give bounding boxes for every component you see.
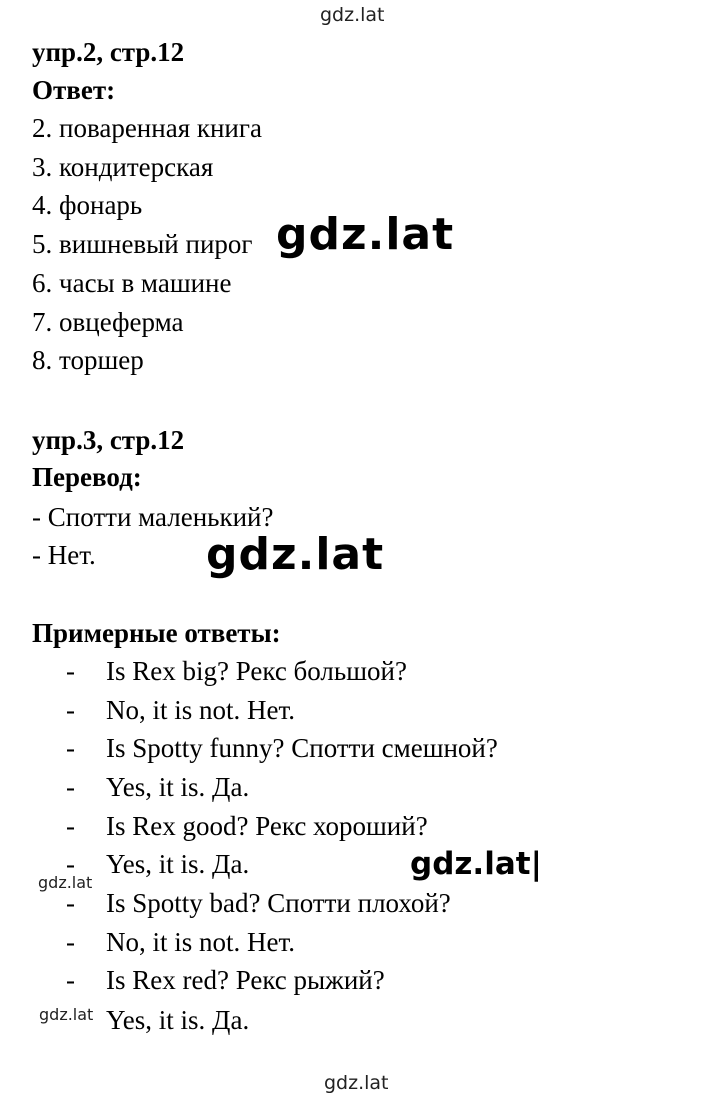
- watermark-medium: gdz.lat|: [410, 846, 542, 882]
- list-item: 2. поваренная книга: [32, 113, 262, 143]
- answer-label: Ответ:: [32, 75, 116, 105]
- answer-line: Yes, it is. Да.: [106, 849, 250, 879]
- list-bullet: -: [66, 695, 75, 725]
- answer-line: Yes, it is. Да.: [106, 1005, 250, 1035]
- sample-answers-label: Примерные ответы:: [32, 618, 281, 648]
- list-item: 5. вишневый пирог: [32, 229, 253, 259]
- list-bullet: -: [66, 811, 75, 841]
- list-item: 3. кондитерская: [32, 152, 214, 182]
- list-bullet: -: [66, 656, 75, 686]
- answer-line: Is Spotty funny? Спотти смешной?: [106, 733, 498, 763]
- watermark-top: gdz.lat: [320, 4, 385, 26]
- answer-line: Is Spotty bad? Спотти плохой?: [106, 888, 451, 918]
- answer-line: No, it is not. Нет.: [106, 695, 296, 725]
- watermark-small-1: gdz.lat: [38, 873, 93, 892]
- watermark-small-2: gdz.lat: [39, 1005, 94, 1024]
- list-bullet: -: [66, 772, 75, 802]
- list-bullet: -: [66, 733, 75, 763]
- watermark-large-2: gdz.lat: [206, 529, 385, 580]
- list-item: 7. овцеферма: [32, 307, 184, 337]
- list-item: 8. торшер: [32, 345, 144, 375]
- exercise-3-heading: упр.3, стр.12: [32, 425, 185, 455]
- list-bullet: -: [66, 927, 75, 957]
- watermark-large-1: gdz.lat: [276, 209, 455, 260]
- list-bullet: -: [66, 965, 75, 995]
- list-item: 6. часы в машине: [32, 268, 232, 298]
- answer-line: Yes, it is. Да.: [106, 772, 250, 802]
- answer-line: Is Rex big? Рекс большой?: [106, 656, 407, 686]
- translation-line: - Спотти маленький?: [32, 502, 274, 532]
- answer-line: Is Rex good? Рекс хороший?: [106, 811, 428, 841]
- translation-label: Перевод:: [32, 462, 142, 492]
- list-bullet: -: [66, 849, 75, 879]
- translation-line: - Нет.: [32, 540, 96, 570]
- answer-line: No, it is not. Нет.: [106, 927, 296, 957]
- list-item: 4. фонарь: [32, 190, 143, 220]
- exercise-2-heading: упр.2, стр.12: [32, 37, 185, 67]
- answer-line: Is Rex red? Рекс рыжий?: [106, 965, 385, 995]
- watermark-bottom: gdz.lat: [324, 1072, 389, 1094]
- list-bullet: -: [66, 888, 75, 918]
